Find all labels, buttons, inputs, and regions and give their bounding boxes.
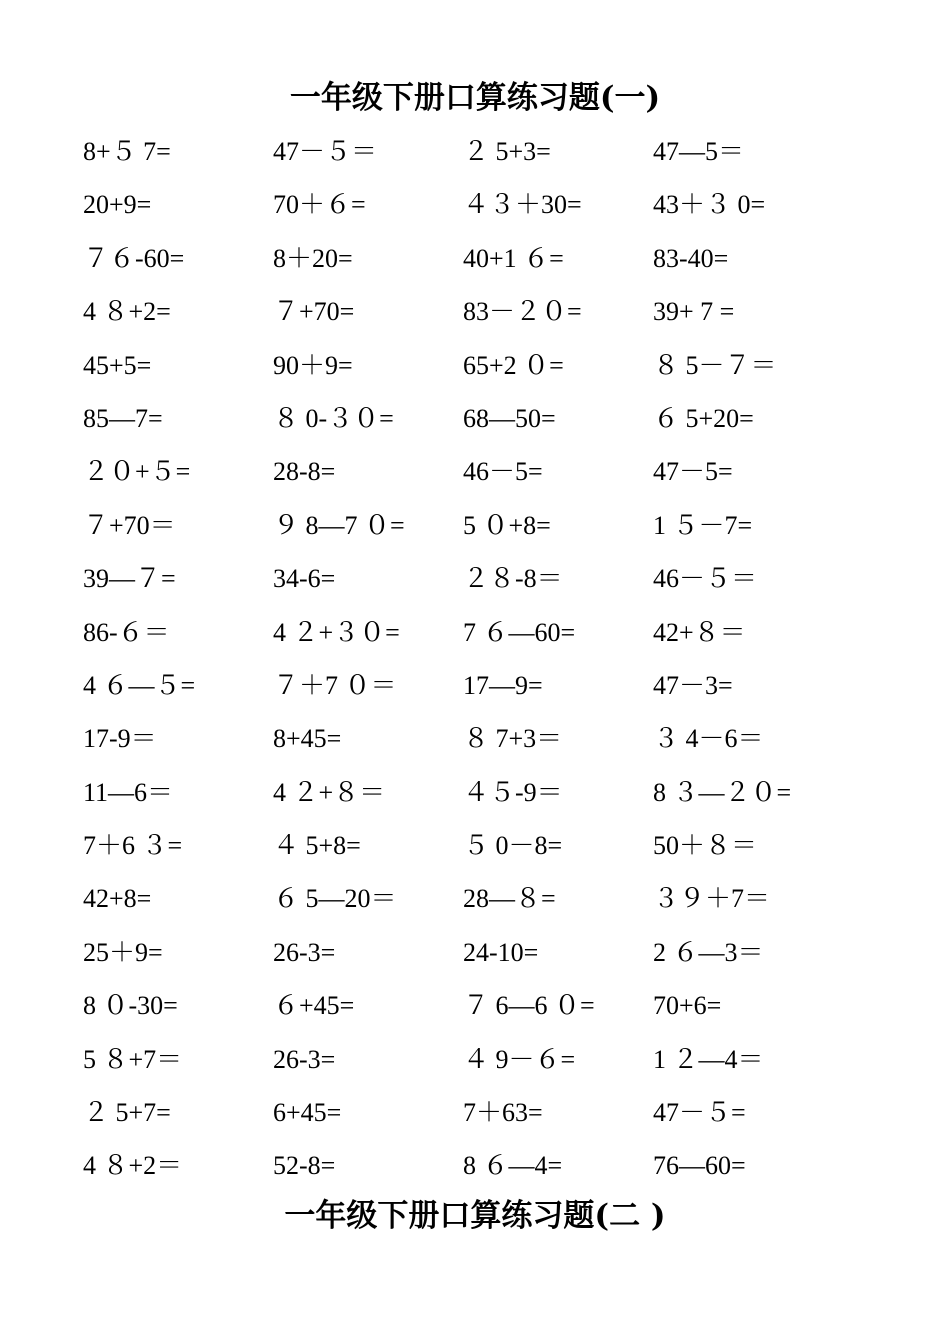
problem-row bbox=[83, 880, 863, 933]
arithmetic-problem: ４ 9－６= bbox=[463, 1044, 576, 1074]
arithmetic-problem: 52-8= bbox=[273, 1151, 336, 1181]
arithmetic-problem: ６ 5—20＝ bbox=[273, 884, 397, 914]
arithmetic-problem: 39—７= bbox=[83, 564, 176, 594]
arithmetic-problem: 90＋9= bbox=[273, 350, 353, 380]
arithmetic-problem: 1 ５－7= bbox=[653, 510, 753, 540]
arithmetic-problem: ６+45= bbox=[273, 991, 355, 1021]
arithmetic-problem: 20+9= bbox=[83, 190, 152, 220]
arithmetic-problem: 8＋20= bbox=[273, 243, 353, 273]
arithmetic-problem: ２ 5+3= bbox=[463, 137, 551, 166]
arithmetic-problem: ２８-8＝ bbox=[463, 564, 563, 594]
arithmetic-problem: ３ 4－6＝ bbox=[653, 724, 764, 754]
arithmetic-problem: 28—８= bbox=[463, 884, 556, 914]
arithmetic-problem: 4 ２+３０= bbox=[273, 617, 400, 647]
arithmetic-problem: 7 ６—60= bbox=[463, 617, 576, 647]
arithmetic-problem: 46－5= bbox=[463, 457, 543, 487]
arithmetic-problem: 76—60= bbox=[653, 1151, 746, 1181]
arithmetic-problem: 42+8= bbox=[83, 884, 152, 914]
arithmetic-problem: 85—7= bbox=[83, 403, 163, 433]
arithmetic-problem: 24-10= bbox=[463, 937, 539, 967]
arithmetic-problem: ４３＋30= bbox=[463, 190, 582, 220]
arithmetic-problem: 45+5= bbox=[83, 350, 152, 380]
arithmetic-problem: 6+45= bbox=[273, 1098, 342, 1128]
problem-row bbox=[83, 240, 863, 293]
arithmetic-problem: 8+５ 7= bbox=[83, 137, 171, 166]
arithmetic-problem: ９ 8—7 ０= bbox=[273, 510, 405, 540]
arithmetic-problem: 47－3= bbox=[653, 670, 733, 700]
arithmetic-problem: ６ 5+20= bbox=[653, 403, 754, 433]
arithmetic-problem: 50＋８＝ bbox=[653, 831, 758, 861]
problem-row bbox=[83, 453, 863, 506]
arithmetic-problem: 4 ８+2＝ bbox=[83, 1151, 183, 1181]
problem-row bbox=[83, 827, 863, 880]
arithmetic-problem: 2 ６—3＝ bbox=[653, 937, 764, 967]
arithmetic-problem: ８ 5－７＝ bbox=[653, 350, 777, 380]
arithmetic-problem: ７+70= bbox=[273, 297, 355, 327]
problem-row bbox=[83, 774, 863, 827]
arithmetic-problem: ７６-60= bbox=[83, 243, 185, 273]
arithmetic-problem: 1 ２—4＝ bbox=[653, 1044, 764, 1074]
problem-row bbox=[83, 667, 863, 720]
arithmetic-problem: 8 ３—２０= bbox=[653, 777, 792, 807]
arithmetic-problem: 8+45= bbox=[273, 724, 342, 754]
problem-row bbox=[83, 400, 863, 453]
arithmetic-problem: 47—5＝ bbox=[653, 137, 745, 166]
problem-row bbox=[83, 560, 863, 613]
arithmetic-problem: 25＋9= bbox=[83, 937, 163, 967]
problem-row bbox=[83, 614, 863, 667]
arithmetic-problem: 8 ６—4= bbox=[463, 1151, 563, 1181]
arithmetic-problem: 39+ 7 = bbox=[653, 297, 735, 327]
problem-row bbox=[83, 1041, 863, 1094]
arithmetic-problem: 83－２０= bbox=[463, 297, 582, 327]
arithmetic-problem: ２ 5+7= bbox=[83, 1098, 171, 1128]
arithmetic-problem: 5 ０+8= bbox=[463, 510, 551, 540]
arithmetic-problem: 17-9＝ bbox=[83, 724, 157, 754]
problem-row bbox=[83, 987, 863, 1040]
arithmetic-problem: ５ 0－8= bbox=[463, 831, 563, 861]
arithmetic-problem: ８ 7+3＝ bbox=[463, 724, 563, 754]
problem-row bbox=[83, 133, 863, 186]
arithmetic-problem: 4 ６—５= bbox=[83, 670, 196, 700]
problem-row bbox=[83, 293, 863, 346]
arithmetic-problem: 46－５＝ bbox=[653, 564, 758, 594]
arithmetic-problem: 28-8= bbox=[273, 457, 336, 487]
arithmetic-problem: 86-６＝ bbox=[83, 617, 170, 647]
problem-row bbox=[83, 507, 863, 560]
problem-row bbox=[83, 934, 863, 987]
arithmetic-problem: 83-40= bbox=[653, 243, 729, 273]
arithmetic-problem: ８ 0-３０= bbox=[273, 403, 394, 433]
arithmetic-problem: ４ 5+8= bbox=[273, 831, 361, 861]
problem-row bbox=[83, 720, 863, 773]
arithmetic-problem: 70+6= bbox=[653, 991, 722, 1021]
arithmetic-problem: 42+８＝ bbox=[653, 617, 746, 647]
arithmetic-problem: ７ 6—6 ０= bbox=[463, 991, 595, 1021]
arithmetic-problem: 70＋６= bbox=[273, 190, 366, 220]
arithmetic-problem: ７＋7 ０＝ bbox=[273, 670, 397, 700]
arithmetic-problem: ３９＋7＝ bbox=[653, 884, 771, 914]
problem-row bbox=[83, 1094, 863, 1147]
arithmetic-problem: 47－5= bbox=[653, 457, 733, 487]
arithmetic-problem: 5 ８+7＝ bbox=[83, 1044, 183, 1074]
arithmetic-problem: 7＋6 ３= bbox=[83, 831, 183, 861]
problem-row bbox=[83, 347, 863, 400]
arithmetic-problem: ２０+５= bbox=[83, 457, 191, 487]
problem-row bbox=[83, 186, 863, 239]
arithmetic-problem: 68—50= bbox=[463, 403, 556, 433]
arithmetic-problem: 4 ８+2= bbox=[83, 297, 171, 327]
arithmetic-problem: ７+70＝ bbox=[83, 510, 176, 540]
arithmetic-problem: 26-3= bbox=[273, 1044, 336, 1074]
problem-row bbox=[83, 1147, 863, 1200]
arithmetic-problem: 11—6＝ bbox=[83, 777, 174, 807]
arithmetic-problem: 17—9= bbox=[463, 670, 543, 700]
arithmetic-problem: 7＋63= bbox=[463, 1098, 543, 1128]
arithmetic-problem: 47－５= bbox=[653, 1098, 746, 1128]
worksheet-title-part-1: 一年级下册口算练习题(一) bbox=[289, 80, 661, 116]
arithmetic-problem: 47－５＝ bbox=[273, 137, 378, 166]
arithmetic-problem: 26-3= bbox=[273, 937, 336, 967]
arithmetic-problem: 4 ２+８＝ bbox=[273, 777, 386, 807]
arithmetic-problem-grid bbox=[83, 133, 863, 1201]
arithmetic-problem: ４５-9＝ bbox=[463, 777, 563, 807]
arithmetic-problem: 40+1 ６= bbox=[463, 243, 564, 273]
arithmetic-problem: 34-6= bbox=[273, 564, 336, 594]
arithmetic-problem: 43＋３ 0= bbox=[653, 190, 766, 220]
worksheet-title-part-2: 一年级下册口算练习题(二 ) bbox=[284, 1198, 666, 1234]
arithmetic-problem: 65+2 ０= bbox=[463, 350, 564, 380]
arithmetic-problem: 8 ０-30= bbox=[83, 991, 178, 1021]
